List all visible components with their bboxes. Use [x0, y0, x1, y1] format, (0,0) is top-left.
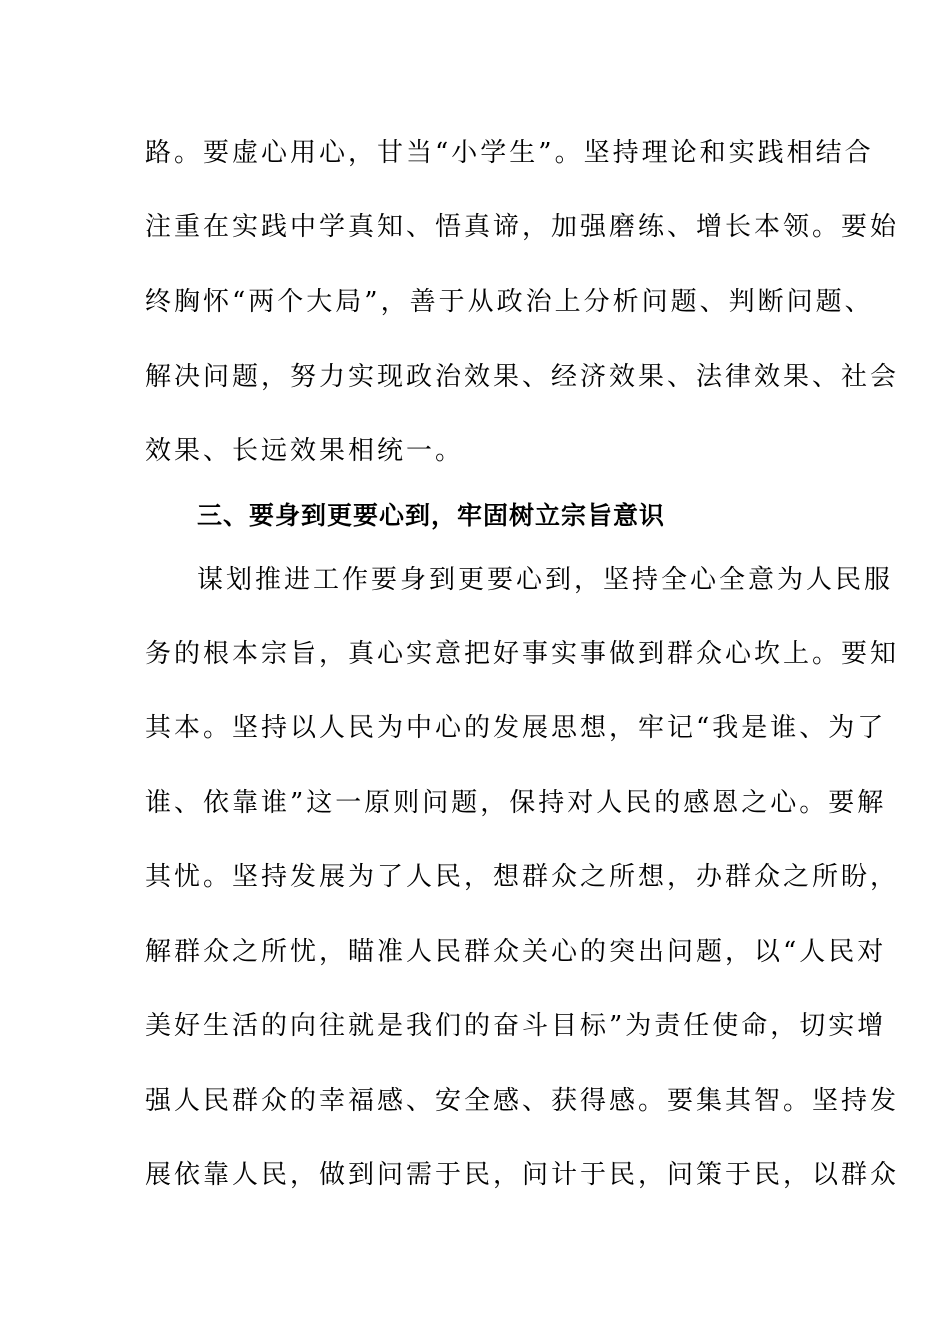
- paragraph-2-line-4: 谁、依靠谁”这一原则问题，保持对人民的感恩之心。要解: [145, 788, 887, 818]
- paragraph-1-line-2: 注重在实践中学真知、悟真谛，加强磨练、增长本领。要始: [145, 212, 900, 242]
- paragraph-1-line-3: 终胸怀“两个大局”，善于从政治上分析问题、判断问题、: [145, 287, 874, 317]
- paragraph-2-line-2: 务的根本宗旨，真心实意把好事实事做到群众心坎上。要知: [145, 639, 900, 669]
- paragraph-1-line-4: 解决问题，努力实现政治效果、经济效果、法律效果、社会: [145, 362, 900, 392]
- paragraph-1-line-5: 效果、长远效果相统一。: [145, 436, 465, 466]
- paragraph-2-line-6: 解群众之所忧，瞄准人民群众关心的突出问题，以“人民对: [145, 937, 887, 967]
- paragraph-2-line-1: 谋划推进工作要身到更要心到，坚持全心全意为人民服: [197, 565, 894, 595]
- paragraph-2-line-8: 强人民群众的幸福感、安全感、获得感。要集其智。坚持发: [145, 1086, 900, 1116]
- paragraph-1-line-1: 路。要虚心用心，甘当“小学生”。坚持理论和实践相结合: [145, 138, 874, 168]
- paragraph-2-line-3: 其本。坚持以人民为中心的发展思想，牢记“我是谁、为了: [145, 713, 887, 743]
- paragraph-2-line-7: 美好生活的向往就是我们的奋斗目标”为责任使命，切实增: [145, 1011, 887, 1041]
- paragraph-2-line-9: 展依靠人民，做到问需于民，问计于民，问策于民，以群众: [145, 1160, 900, 1190]
- paragraph-2-line-5: 其忧。坚持发展为了人民，想群众之所想，办群众之所盼，: [145, 862, 900, 892]
- section-3-heading: 三、要身到更要心到，牢固树立宗旨意识: [197, 501, 666, 530]
